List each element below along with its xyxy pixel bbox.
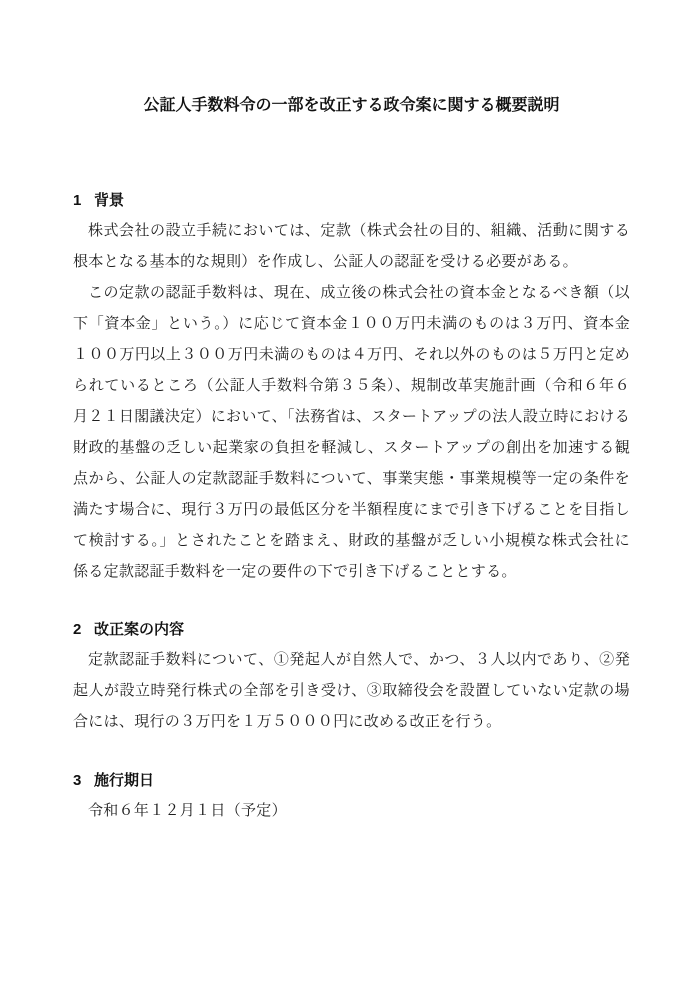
section-heading-label: 背景 xyxy=(94,192,125,209)
section-heading xyxy=(73,185,630,216)
section-effective-date xyxy=(73,765,630,827)
section-amendment-content xyxy=(73,614,630,738)
effective-date-paragraph: 令和６年１２月１日（予定） xyxy=(88,803,287,819)
paragraph: 株式会社の設立手続においては、定款（株式会社の目的、組織、活動に関する根本となる基本的な規則）を作成し、公証人の認証を受ける必要がある。 xyxy=(73,223,630,270)
document-content xyxy=(0,90,700,827)
section-heading-label: 施行期日 xyxy=(94,772,155,789)
section-heading xyxy=(73,765,630,796)
paragraph: この定款の認証手数料は、現在、成立後の株式会社の資本金となるべき額（以下「資本金」という。）に応じて資本金１００万円未満のものは３万円、資本金１００万円以上３００万円未満のものは４万円、それ以外のものは５万円と定められているところ（公証人手数料令第３５条）、規制改革実施計画（令和６年６月２１日閣議決定）において、「法務省は、スタートアップの法人設立時における財政的基盤の乏しい起業家の負担を軽減し、スタートアップの創出を加速する観点から、公証人の定款認証手数料について、事業実態・事業規模等一定の条件を満たす場合に、現行３万円の最低区分を半額程度にまで引き下げることを目指して検討する。」とされたことを踏まえ、財政的基盤が乏しい小規模な株式会社に係る定款認証手数料を一定の要件の下で引き下げることとする。 xyxy=(73,285,630,580)
paragraph: 定款認証手数料について、①発起人が自然人で、かつ、３人以内であり、②発起人が設立時発行株式の全部を引き受け、③取締役会を設置していない定款の場合には、現行の３万円を１万５０００円に改める改正を行う。 xyxy=(73,652,630,730)
document-title: 公証人手数料令の一部を改正する政令案に関する概要説明 xyxy=(143,97,560,114)
section-heading xyxy=(73,614,630,645)
section-number: 1 xyxy=(73,192,82,209)
section-heading-label: 改正案の内容 xyxy=(94,621,185,638)
section-number: 3 xyxy=(73,772,82,789)
section-number: 2 xyxy=(73,621,82,638)
section-background xyxy=(73,185,630,588)
